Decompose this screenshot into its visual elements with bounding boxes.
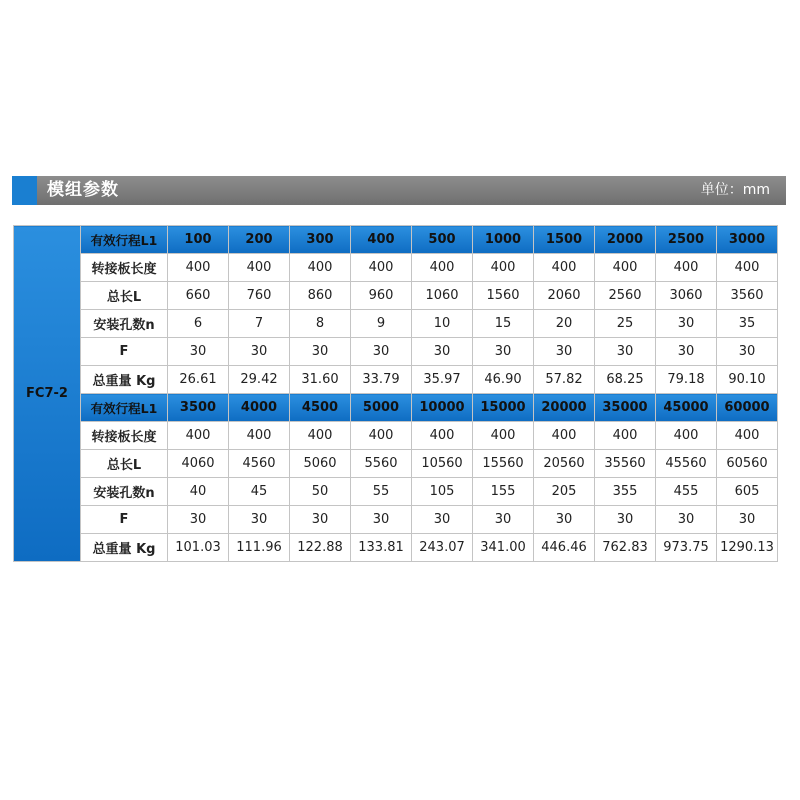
table-cell: 3060: [656, 282, 717, 310]
table-cell: 30: [229, 506, 290, 534]
table-cell: 400: [229, 422, 290, 450]
table-cell: 400: [290, 254, 351, 282]
row-label-stroke: 有效行程L1: [81, 394, 168, 422]
table-row: [14, 226, 778, 254]
table-cell: 45: [229, 478, 290, 506]
table-cell: 400: [717, 254, 778, 282]
table-cell: 20: [534, 310, 595, 338]
table-cell: 20560: [534, 450, 595, 478]
table-cell: 30: [412, 506, 473, 534]
table-row: [14, 282, 778, 310]
table-cell: 400: [595, 422, 656, 450]
row-label-weight: 总重量 Kg: [81, 366, 168, 394]
table-row: [14, 254, 778, 282]
table-cell: 1060: [412, 282, 473, 310]
table-cell: 68.25: [595, 366, 656, 394]
table-cell: 10560: [412, 450, 473, 478]
table-cell: 500: [412, 226, 473, 254]
table-cell: 30: [717, 506, 778, 534]
table-cell: 1560: [473, 282, 534, 310]
table-cell: 30: [412, 338, 473, 366]
table-cell: 45560: [656, 450, 717, 478]
table-cell: 400: [595, 254, 656, 282]
model-name-cell: FC7-2: [14, 226, 81, 562]
table-cell: 57.82: [534, 366, 595, 394]
row-label-plate: 转接板长度: [81, 254, 168, 282]
table-cell: 400: [656, 254, 717, 282]
table-cell: 4060: [168, 450, 229, 478]
table-cell: 60000: [717, 394, 778, 422]
table-cell: 7: [229, 310, 290, 338]
table-cell: 400: [229, 254, 290, 282]
table-cell: 30: [534, 338, 595, 366]
table-cell: 31.60: [290, 366, 351, 394]
table-cell: 35560: [595, 450, 656, 478]
table-cell: 660: [168, 282, 229, 310]
section-title: 模组参数: [47, 180, 119, 200]
table-cell: 455: [656, 478, 717, 506]
table-cell: 30: [168, 338, 229, 366]
table-cell: 400: [473, 254, 534, 282]
table-cell: 3560: [717, 282, 778, 310]
table-cell: 605: [717, 478, 778, 506]
table-cell: 101.03: [168, 534, 229, 562]
row-label-plate: 转接板长度: [81, 422, 168, 450]
table-cell: 55: [351, 478, 412, 506]
table-cell: 33.79: [351, 366, 412, 394]
table-cell: 1000: [473, 226, 534, 254]
table-cell: 111.96: [229, 534, 290, 562]
table-row: [14, 478, 778, 506]
table-cell: 35: [717, 310, 778, 338]
table-cell: 105: [412, 478, 473, 506]
table-cell: 30: [717, 338, 778, 366]
table-cell: 30: [290, 506, 351, 534]
table-cell: 133.81: [351, 534, 412, 562]
table-row: [14, 366, 778, 394]
table-cell: 400: [168, 422, 229, 450]
table-row: [14, 394, 778, 422]
table-cell: 4500: [290, 394, 351, 422]
table-row: [14, 338, 778, 366]
table-cell: 400: [656, 422, 717, 450]
section-header-bar: [12, 176, 786, 205]
table-cell: 100: [168, 226, 229, 254]
table-cell: 9: [351, 310, 412, 338]
table-cell: 10000: [412, 394, 473, 422]
table-cell: 205: [534, 478, 595, 506]
table-row: [14, 534, 778, 562]
table-cell: 400: [168, 254, 229, 282]
table-cell: 2060: [534, 282, 595, 310]
table-cell: 30: [290, 338, 351, 366]
table-cell: 40: [168, 478, 229, 506]
table-cell: 35000: [595, 394, 656, 422]
table-cell: 400: [534, 254, 595, 282]
table-cell: 4560: [229, 450, 290, 478]
row-label-weight: 总重量 Kg: [81, 534, 168, 562]
table-cell: 30: [168, 506, 229, 534]
table-cell: 762.83: [595, 534, 656, 562]
row-label-stroke: 有效行程L1: [81, 226, 168, 254]
table-cell: 8: [290, 310, 351, 338]
table-row: [14, 310, 778, 338]
table-cell: 15560: [473, 450, 534, 478]
table-cell: 5060: [290, 450, 351, 478]
row-label-f: F: [81, 338, 168, 366]
table-cell: 3500: [168, 394, 229, 422]
table-row: [14, 450, 778, 478]
table-cell: 30: [473, 338, 534, 366]
table-row: [14, 506, 778, 534]
table-cell: 30: [473, 506, 534, 534]
table-cell: 300: [290, 226, 351, 254]
table-cell: 400: [351, 422, 412, 450]
table-cell: 243.07: [412, 534, 473, 562]
table-cell: 973.75: [656, 534, 717, 562]
table-cell: 860: [290, 282, 351, 310]
table-cell: 5560: [351, 450, 412, 478]
row-label-holes: 安装孔数n: [81, 310, 168, 338]
table-cell: 30: [229, 338, 290, 366]
table-cell: 15000: [473, 394, 534, 422]
table-cell: 30: [534, 506, 595, 534]
table-cell: 46.90: [473, 366, 534, 394]
table-cell: 5000: [351, 394, 412, 422]
row-label-total-length: 总长L: [81, 282, 168, 310]
table-cell: 400: [412, 422, 473, 450]
table-cell: 400: [412, 254, 473, 282]
table-cell: 30: [595, 338, 656, 366]
table-cell: 30: [656, 310, 717, 338]
row-label-total-length: 总长L: [81, 450, 168, 478]
table-cell: 30: [656, 338, 717, 366]
table-cell: 400: [351, 226, 412, 254]
table-cell: 30: [351, 506, 412, 534]
table-cell: 35.97: [412, 366, 473, 394]
table-cell: 20000: [534, 394, 595, 422]
table-cell: 2000: [595, 226, 656, 254]
table-cell: 446.46: [534, 534, 595, 562]
table-cell: 45000: [656, 394, 717, 422]
table-cell: 760: [229, 282, 290, 310]
table-cell: 155: [473, 478, 534, 506]
table-cell: 50: [290, 478, 351, 506]
row-label-f: F: [81, 506, 168, 534]
table-cell: 200: [229, 226, 290, 254]
header-accent-block: [12, 176, 37, 205]
table-cell: 90.10: [717, 366, 778, 394]
table-cell: 10: [412, 310, 473, 338]
table-cell: 4000: [229, 394, 290, 422]
table-cell: 60560: [717, 450, 778, 478]
table-cell: 2560: [595, 282, 656, 310]
table-cell: 1500: [534, 226, 595, 254]
table-cell: 3000: [717, 226, 778, 254]
table-cell: 400: [534, 422, 595, 450]
table-cell: 400: [473, 422, 534, 450]
table-cell: 400: [351, 254, 412, 282]
table-cell: 29.42: [229, 366, 290, 394]
table-cell: 30: [656, 506, 717, 534]
table-cell: 26.61: [168, 366, 229, 394]
table-cell: 122.88: [290, 534, 351, 562]
table-cell: 6: [168, 310, 229, 338]
row-label-holes: 安装孔数n: [81, 478, 168, 506]
table-cell: 400: [290, 422, 351, 450]
table-row: [14, 422, 778, 450]
table-cell: 400: [717, 422, 778, 450]
table-cell: 15: [473, 310, 534, 338]
table-cell: 960: [351, 282, 412, 310]
table-cell: 30: [351, 338, 412, 366]
table-cell: 1290.13: [717, 534, 778, 562]
table-cell: 341.00: [473, 534, 534, 562]
unit-label: 单位：mm: [700, 182, 770, 198]
table-cell: 355: [595, 478, 656, 506]
table-cell: 25: [595, 310, 656, 338]
table-cell: 30: [595, 506, 656, 534]
module-parameter-table: [13, 225, 778, 562]
table-cell: 2500: [656, 226, 717, 254]
table-cell: 79.18: [656, 366, 717, 394]
